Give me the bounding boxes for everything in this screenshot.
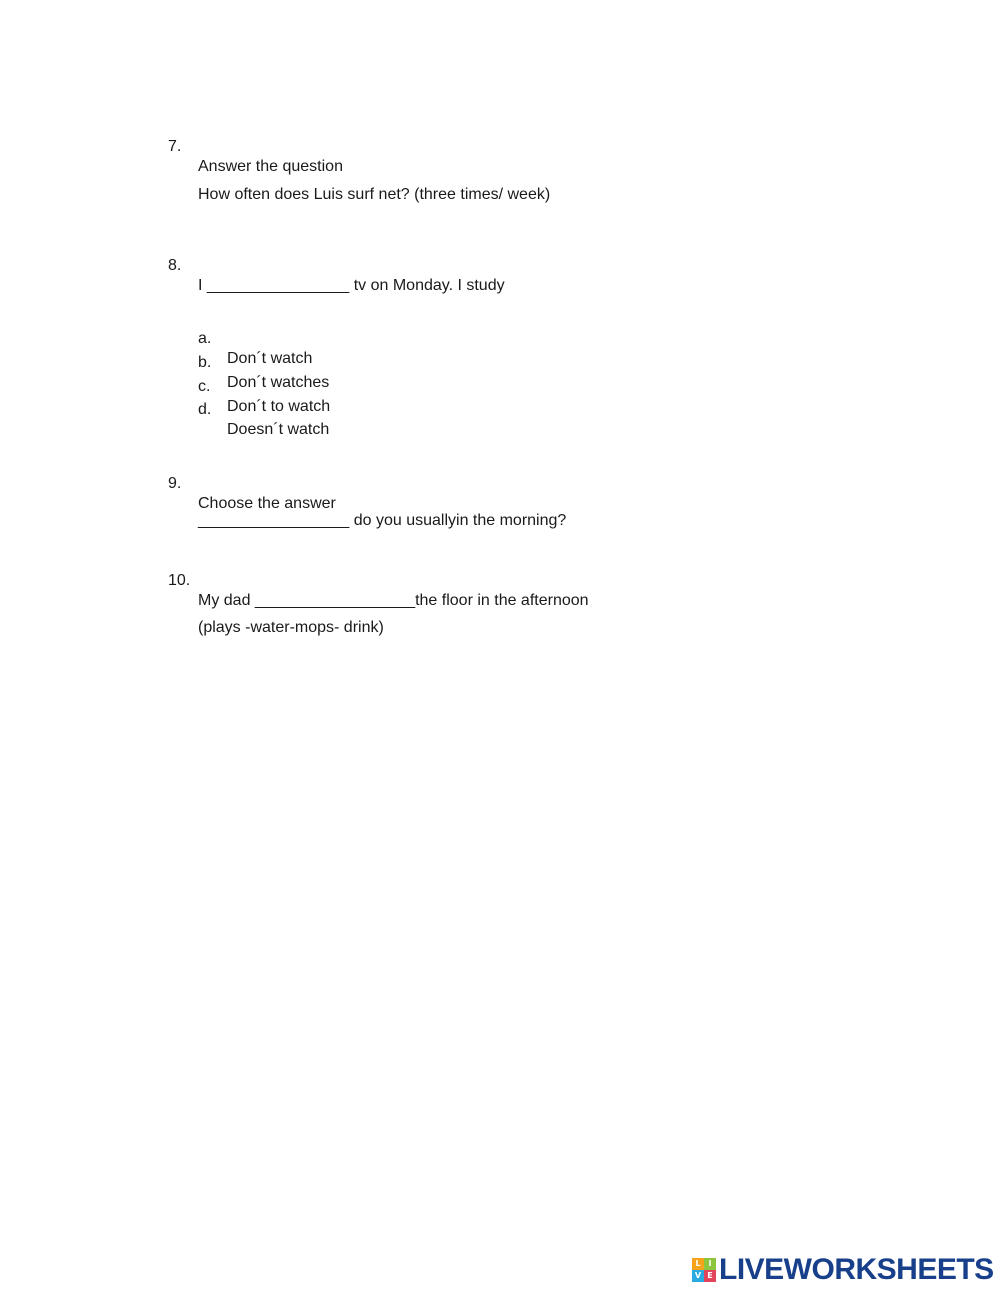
question-prompt: Choose the answer xyxy=(198,495,336,512)
liveworksheets-logo xyxy=(692,1254,994,1286)
option-text: Doesn´t watch xyxy=(227,421,330,438)
question-number: 7. xyxy=(168,138,182,155)
question-10 xyxy=(0,551,589,609)
logo-text: LIVEWORKSHEETS xyxy=(719,1253,994,1286)
logo-mark-letter: V xyxy=(692,1270,704,1282)
question-prompt: Answer the question xyxy=(198,158,343,175)
question-prompt: My dad __________________the floor in the afternoon xyxy=(198,592,589,609)
question-9 xyxy=(0,454,336,512)
option-letter: a. xyxy=(198,330,212,347)
option-letter: b. xyxy=(198,354,212,371)
question-detail: (plays -water-mops- drink) xyxy=(198,619,384,636)
question-number: 10. xyxy=(168,572,191,589)
logo-mark-letter: E xyxy=(704,1270,716,1282)
logo-mark-letter: I xyxy=(704,1258,716,1270)
option-a xyxy=(0,309,313,367)
question-detail: _________________ do you usuallyin the morning? xyxy=(198,512,567,529)
question-7 xyxy=(0,117,343,175)
question-8 xyxy=(0,236,505,294)
option-text: Don´t watches xyxy=(227,374,330,391)
option-b xyxy=(0,333,330,391)
question-number: 8. xyxy=(168,257,182,274)
question-number: 9. xyxy=(168,475,182,492)
option-text: Don´t to watch xyxy=(227,398,331,415)
question-prompt: I ________________ tv on Monday. I study xyxy=(198,277,505,294)
question-10-detail xyxy=(0,598,384,636)
question-detail: How often does Luis surf net? (three times/ week) xyxy=(198,186,551,203)
option-letter: d. xyxy=(198,401,212,418)
option-letter: c. xyxy=(198,378,211,395)
logo-mark-icon xyxy=(692,1258,716,1282)
option-text: Don´t watch xyxy=(227,350,313,367)
logo-mark-letter: L xyxy=(692,1258,704,1270)
